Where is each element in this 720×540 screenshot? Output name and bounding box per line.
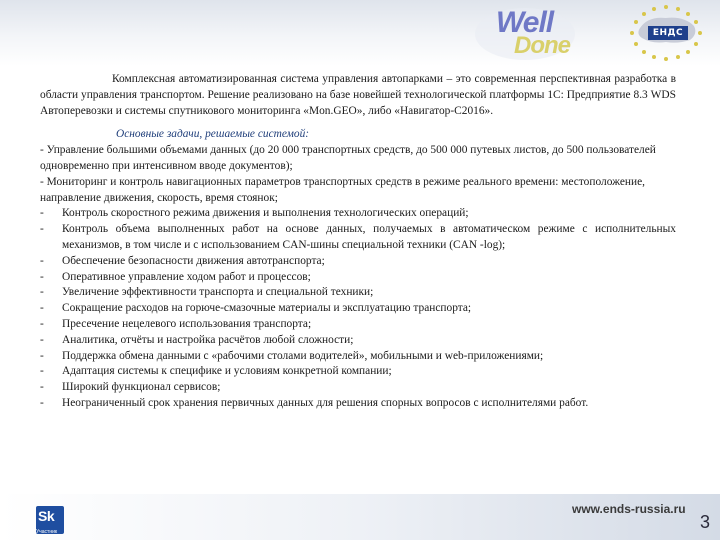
slide-content [40, 72, 676, 412]
intro-paragraph [40, 72, 676, 119]
well-done-logo-word1: Well [496, 6, 554, 39]
list-item: - Поддержка обмена данными с «рабочими столами водителей», мобильными и web-приложениями; [40, 349, 544, 362]
tasks-list [40, 206, 676, 411]
list-item: - Обеспечение безопасности движения автотранспорта; [40, 254, 325, 267]
well-done-logo-word2: Done [514, 32, 570, 59]
list-item: - Пресечение нецелевого использования транспорта; [40, 317, 312, 330]
header-band [0, 0, 720, 66]
skolkovo-logo-text: Sk [38, 508, 55, 524]
list-item: - Контроль скоростного режима движения и выполнения технологических операций; [40, 207, 469, 220]
list-item: - Контроль объема выполненных работ на основе данных, получаемых в автоматическом режиме с исполнительных механизмов, в том числе и с использованием CAN-шины специальной техники (CAN -log); [40, 223, 676, 251]
intro-text: Комплексная автоматизированная система управления автопарками – это современная перспективная разработка в области управления транспортом. Решение реализовано на базе новейшей технологической платформы 1С: Предприятие 8.3 WDS Автоперевозки и системы спутникового мониторинга «Mon.GEO», либо «Навигатор-С2016». [40, 73, 676, 117]
ends-logo-label: ЕНДС [652, 28, 684, 38]
list-item: - Увеличение эффективности транспорта и специальной техники; [40, 286, 374, 299]
paragraph-monitoring: - Мониторинг и контроль навигационных параметров транспортных средств в режиме реального времени: местоположение, направление движения, скорость, время стоянок; [40, 175, 645, 204]
paragraph-data-management: - Управление большими объемами данных (до 20 000 транспортных средств, до 500 000 путевых листов, до 500 пользователей одновременно при интенсивном вводе документов); [40, 144, 656, 172]
list-item: - Широкий функционал сервисов; [40, 381, 221, 394]
list-item: - Сокращение расходов на горюче-смазочные материалы и эксплуатацию транспорта; [40, 302, 472, 315]
list-item: - Адаптация системы к специфике и условиям конкретной компании; [40, 365, 392, 378]
list-item: - Аналитика, отчёты и настройка расчётов любой сложности; [40, 333, 354, 346]
page-number: 3 [700, 512, 711, 532]
list-item: - Неограниченный срок хранения первичных данных для решения спорных вопросов с исполнителями работ. [40, 396, 589, 409]
tasks-heading: Основные задачи, решаемые системой: [116, 128, 310, 141]
footer-band [0, 494, 720, 540]
skolkovo-logo-caption: Участник [36, 529, 58, 535]
footer-url[interactable]: www.ends-russia.ru [572, 502, 686, 516]
list-item: - Оперативное управление ходом работ и процессов; [40, 270, 311, 283]
